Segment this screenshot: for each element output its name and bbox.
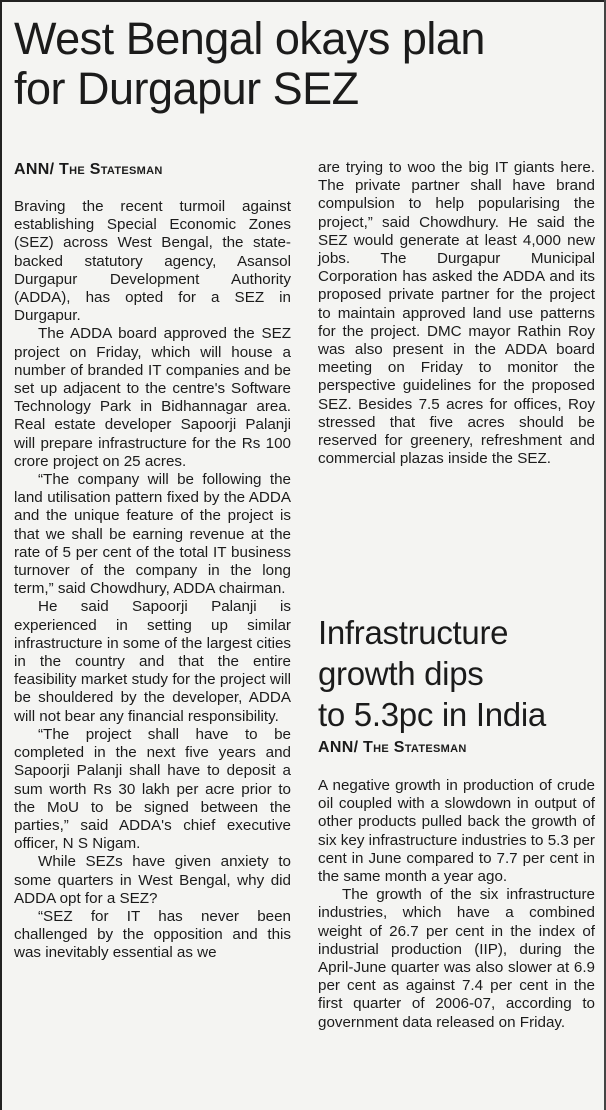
article2-column bbox=[318, 777, 595, 1032]
article2-paragraph-1: A negative growth in production of crude oil coupled with a slowdown in output of other products pulled back the growth of six key infrastructure industries to 5.3 per cent in June compared to 7.7 per cent in the same month a year ago. bbox=[318, 777, 595, 886]
article1-paragraph-5: “The project shall have to be completed in the next five years and Sapoorji Palanji shall have to deposit a sum worth Rs 30 lakh per acre prior to the MoU to be signed between the parties,” said ADDA's chief executive officer, N S Nigam. bbox=[14, 725, 291, 853]
article1-paragraph-2: The ADDA board approved the SEZ project on Friday, which will house a number of branded IT companies and be set up adjacent to the centre's Software Technology Park in Bidhannagar area. Real estate developer Sapoorji Palanji will prepare infrastructure for the Rs 100 crore project on 25 acres. bbox=[14, 325, 291, 470]
page-border-left bbox=[0, 0, 2, 1110]
article1-byline: ANN/ The Statesman bbox=[14, 161, 163, 178]
article1-continuation: are trying to woo the big IT giants here. The private partner shall have brand compulsion to help popularising the project,” said Chowdhury. He said the SEZ would generate at least 4,000 new jobs. The Durgapur Municipal Corporation has asked the ADDA and its proposed private partner for the project to maintain approved land use patterns for the project. DMC mayor Rathin Roy was also present in the ADDA board meeting on Friday to monitor the perspective guidelines for the proposed SEZ. Besides 7.5 acres for offices, Roy stressed that five acres should be reserved for greenery, refreshment and commercial plazas inside the SEZ. bbox=[318, 159, 595, 468]
article1-paragraph-3: “The company will be following the land utilisation pattern fixed by the ADDA and the unique feature of the project is that we shall be earning revenue at the rate of 5 per cent of the total IT business turnover of the company in the long term,” said Chowdhury, ADDA chairman. bbox=[14, 471, 291, 598]
page-border-top bbox=[0, 0, 606, 2]
article2-paragraph-2: The growth of the six infrastructure industries, which have a combined weight of 26.7 per cent in the index of industrial production (IIP), during the April-June quarter was also slower at 6.9 per cent as against 7.4 per cent in the first quarter of 2006-07, according to government data released on Friday. bbox=[318, 886, 595, 1031]
article2-byline: ANN/ The Statesman bbox=[318, 739, 467, 756]
article2-headline-line1: Infrastructure bbox=[318, 614, 509, 651]
article2-headline bbox=[318, 612, 600, 735]
article2-headline-line2: growth dips bbox=[318, 655, 484, 692]
article1-column-right bbox=[318, 159, 595, 468]
article1-paragraph-7: “SEZ for IT has never been challenged by the opposition and this was inevitably essential as we bbox=[14, 907, 291, 962]
article1-paragraph-1: Braving the recent turmoil against establishing Special Economic Zones (SEZ) across West Bengal, the state-backed statutory agency, Asansol Durgapur Development Authority (ADDA), has opted for a SEZ in Durgapur. bbox=[14, 198, 291, 325]
article1-headline-line2: for Durgapur SEZ bbox=[14, 63, 359, 114]
article1-paragraph-6: While SEZs have given anxiety to some quarters in West Bengal, why did ADDA opt for a SEZ? bbox=[14, 853, 291, 907]
article1-column-left bbox=[14, 198, 291, 963]
article1-headline-line1: West Bengal okays plan bbox=[14, 13, 485, 64]
article1-paragraph-4: He said Sapoorji Palanji is experienced in setting up similar infrastructure in some of the largest cities in the country and that the entire feasibility market study for the project will be shouldered by the developer, ADDA will not bear any financial responsibility. bbox=[14, 598, 291, 725]
article1-headline bbox=[14, 14, 594, 114]
article2-headline-line3: to 5.3pc in India bbox=[318, 696, 546, 733]
